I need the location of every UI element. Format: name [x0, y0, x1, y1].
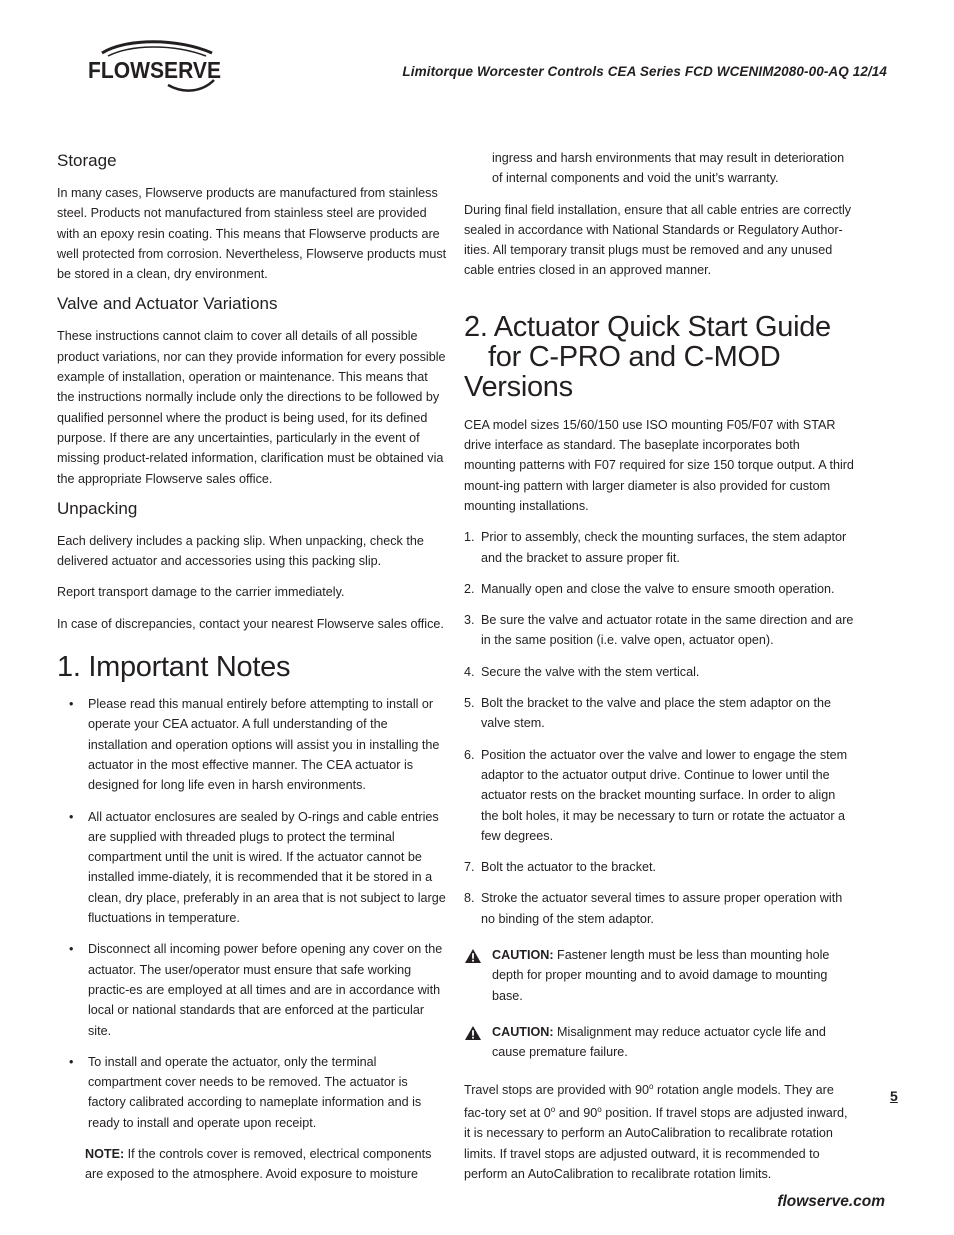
step-item	[464, 693, 854, 734]
variations-paragraph: These instructions cannot claim to cover all details of all possible product variations, nor can they provide information for every possible example of installation, operation or maintenance. This means that the instructions normally include only the directions to be followed by qualified personnel where the product is being used, for its defined purpose. If there are any uncertainties, particularly in the event of missing product-related information, clarification must be obtained via the appropriate Flowserve sales office.	[57, 329, 446, 486]
step-text: Be sure the valve and actuator rotate in the same direction and are in the same position (i.e. valve open, actuator open).	[481, 613, 854, 648]
warning-icon	[465, 949, 481, 963]
step-number: 7.	[464, 860, 475, 875]
step-number: 1.	[464, 530, 475, 545]
travel-text-1: Travel stops are provided with 90	[464, 1082, 650, 1097]
left-column	[57, 150, 447, 1185]
storage-paragraph: In many cases, Flowserve products are manufactured from stainless steel. Products not manufactured from stainless steel are provided with an epoxy resin coating. This means that Flowserve products are well protected from corrosion. Nevertheless, Flowserve products must be stored in a clean, dry environment.	[57, 186, 447, 282]
logo-text: FLOWSERVE	[88, 57, 221, 83]
step-number: 5.	[464, 696, 475, 711]
step-number: 2.	[464, 581, 475, 596]
note-label: NOTE:	[85, 1146, 125, 1161]
variations-heading: Valve and Actuator Variations	[57, 294, 278, 314]
important-notes-heading: 1. Important Notes	[57, 651, 291, 684]
list-item: • Disconnect all incoming power before opening any cover on the actuator. The user/operator must ensure that safe working practic-es are employed at all times and are in accordance with local or national standards that are enforced at the particular site.	[57, 939, 447, 1040]
step-text: Bolt the bracket to the valve and place the stem adaptor on the valve stem.	[481, 696, 832, 731]
step-item	[464, 857, 854, 877]
page-number: 5	[890, 1088, 898, 1104]
flowserve-logo	[86, 40, 226, 96]
quick-start-steps	[464, 527, 854, 929]
step-item	[464, 527, 854, 568]
note-paragraph	[57, 1144, 447, 1185]
installation-paragraph: During final field installation, ensure that all cable entries are correctly sealed in accordance with National Standards or Regulatory Author-ities. All temporary transit plugs must be removed and any unused cable entries closed in an approved manner.	[464, 202, 852, 278]
step-text: Secure the valve with the stem vertical.	[481, 664, 700, 679]
caution-text: Fastener length must be less than mounting hole depth for proper mounting and to avoid damage to mounting base.	[492, 948, 830, 1003]
degree-symbol: o	[597, 1104, 602, 1114]
storage-heading: Storage	[57, 151, 117, 170]
caution-label: CAUTION:	[492, 948, 554, 963]
step-number: 8.	[464, 891, 475, 906]
step-number: 4.	[464, 664, 475, 679]
travel-text-2: rotation angle models. They are fac-tory set at 0	[464, 1082, 834, 1121]
travel-text-4: position. If travel stops are adjusted inward, it is necessary to perform an AutoCalibration to recalibrate rotation limits. If travel stops are adjusted outward, it is recommended to perform an AutoCalibration to recalibrate rotation limits.	[464, 1106, 848, 1182]
step-item	[464, 662, 854, 682]
important-notes-list	[57, 694, 447, 1133]
list-item: • To install and operate the actuator, only the terminal compartment cover needs to be removed. The actuator is factory calibrated according to nameplate information and is ready to install and operate upon receipt.	[57, 1052, 447, 1133]
quick-start-heading-line-2: for C-PRO and C-MOD Versions	[464, 340, 781, 403]
note-text: If the controls cover is removed, electrical components are exposed to the atmosphere. Avoid exposure to moisture	[85, 1146, 432, 1182]
step-item	[464, 745, 854, 846]
right-column	[464, 148, 854, 1184]
caution-fastener-length	[464, 945, 854, 1006]
list-item: • All actuator enclosures are sealed by O-rings and cable entries are supplied with threaded plugs to protect the terminal compartment until the unit is wired. If the actuator cannot be installed imme-diately, it is recommended that it be stored in a clean, dry place, preferably in an area that is not subject to large fluctuations in temperature.	[57, 807, 447, 929]
step-number: 3.	[464, 613, 475, 628]
step-text: Prior to assembly, check the mounting surfaces, the stem adaptor and the bracket to assure proper fit.	[481, 530, 847, 565]
warning-icon	[465, 1026, 481, 1040]
caution-misalignment	[464, 1022, 854, 1063]
step-text: Manually open and close the valve to ensure smooth operation.	[481, 581, 835, 596]
degree-symbol: o	[550, 1104, 556, 1114]
unpacking-paragraph-2: Report transport damage to the carrier immediately.	[57, 585, 345, 600]
step-text: Position the actuator over the valve and lower to engage the stem adaptor to the actuator output drive. Continue to lower until the actuator rests on the bracket mounting surface. In order to align the bolt holes, it may be necessary to turn or rotate the actuator a few degrees.	[481, 747, 848, 843]
note-continuation: ingress and harsh environments that may result in deterioration of internal components and void the unit’s warranty.	[492, 151, 845, 186]
step-item	[464, 579, 854, 599]
unpacking-paragraph-3: In case of discrepancies, contact your nearest Flowserve sales office.	[57, 616, 444, 631]
caution-label: CAUTION:	[492, 1024, 554, 1039]
quick-start-heading	[464, 312, 854, 402]
unpacking-paragraph-1: Each delivery includes a packing slip. When unpacking, check the delivered actuator and accessories using this packing slip.	[57, 533, 424, 569]
step-text: Bolt the actuator to the bracket.	[481, 860, 657, 875]
quick-start-intro: CEA model sizes 15/60/150 use ISO mounting F05/F07 with STAR drive interface as standard. The baseplate incorporates both mounting patterns with F07 required for size 150 torque output. A third mount-ing pattern with larger diameter is also provided for custom mounting installations.	[464, 417, 854, 513]
list-item: • Please read this manual entirely before attempting to install or operate your CEA actuator. A full understanding of the installation and operation options will assist you in installing the actuator in the most effective manner. The CEA actuator is designed for long life even in harsh environments.	[57, 694, 447, 795]
step-number: 6.	[464, 747, 475, 762]
unpacking-heading: Unpacking	[57, 498, 138, 518]
caution-text: Misalignment may reduce actuator cycle life and cause premature failure.	[492, 1024, 826, 1060]
travel-stops-paragraph	[464, 1077, 854, 1185]
document-header-title: Limitorque Worcester Controls CEA Series FCD WCENIM2080-00-AQ 12/14	[402, 64, 887, 79]
footer-url[interactable]: flowserve.com	[777, 1193, 885, 1210]
degree-symbol: o	[649, 1081, 654, 1091]
quick-start-heading-line-1: 2. Actuator Quick Start Guide	[464, 310, 831, 343]
step-item	[464, 610, 854, 651]
travel-text-3: and 90	[555, 1106, 598, 1121]
step-text: Stroke the actuator several times to assure proper operation with no binding of the stem adaptor.	[481, 891, 843, 926]
step-item	[464, 888, 854, 929]
